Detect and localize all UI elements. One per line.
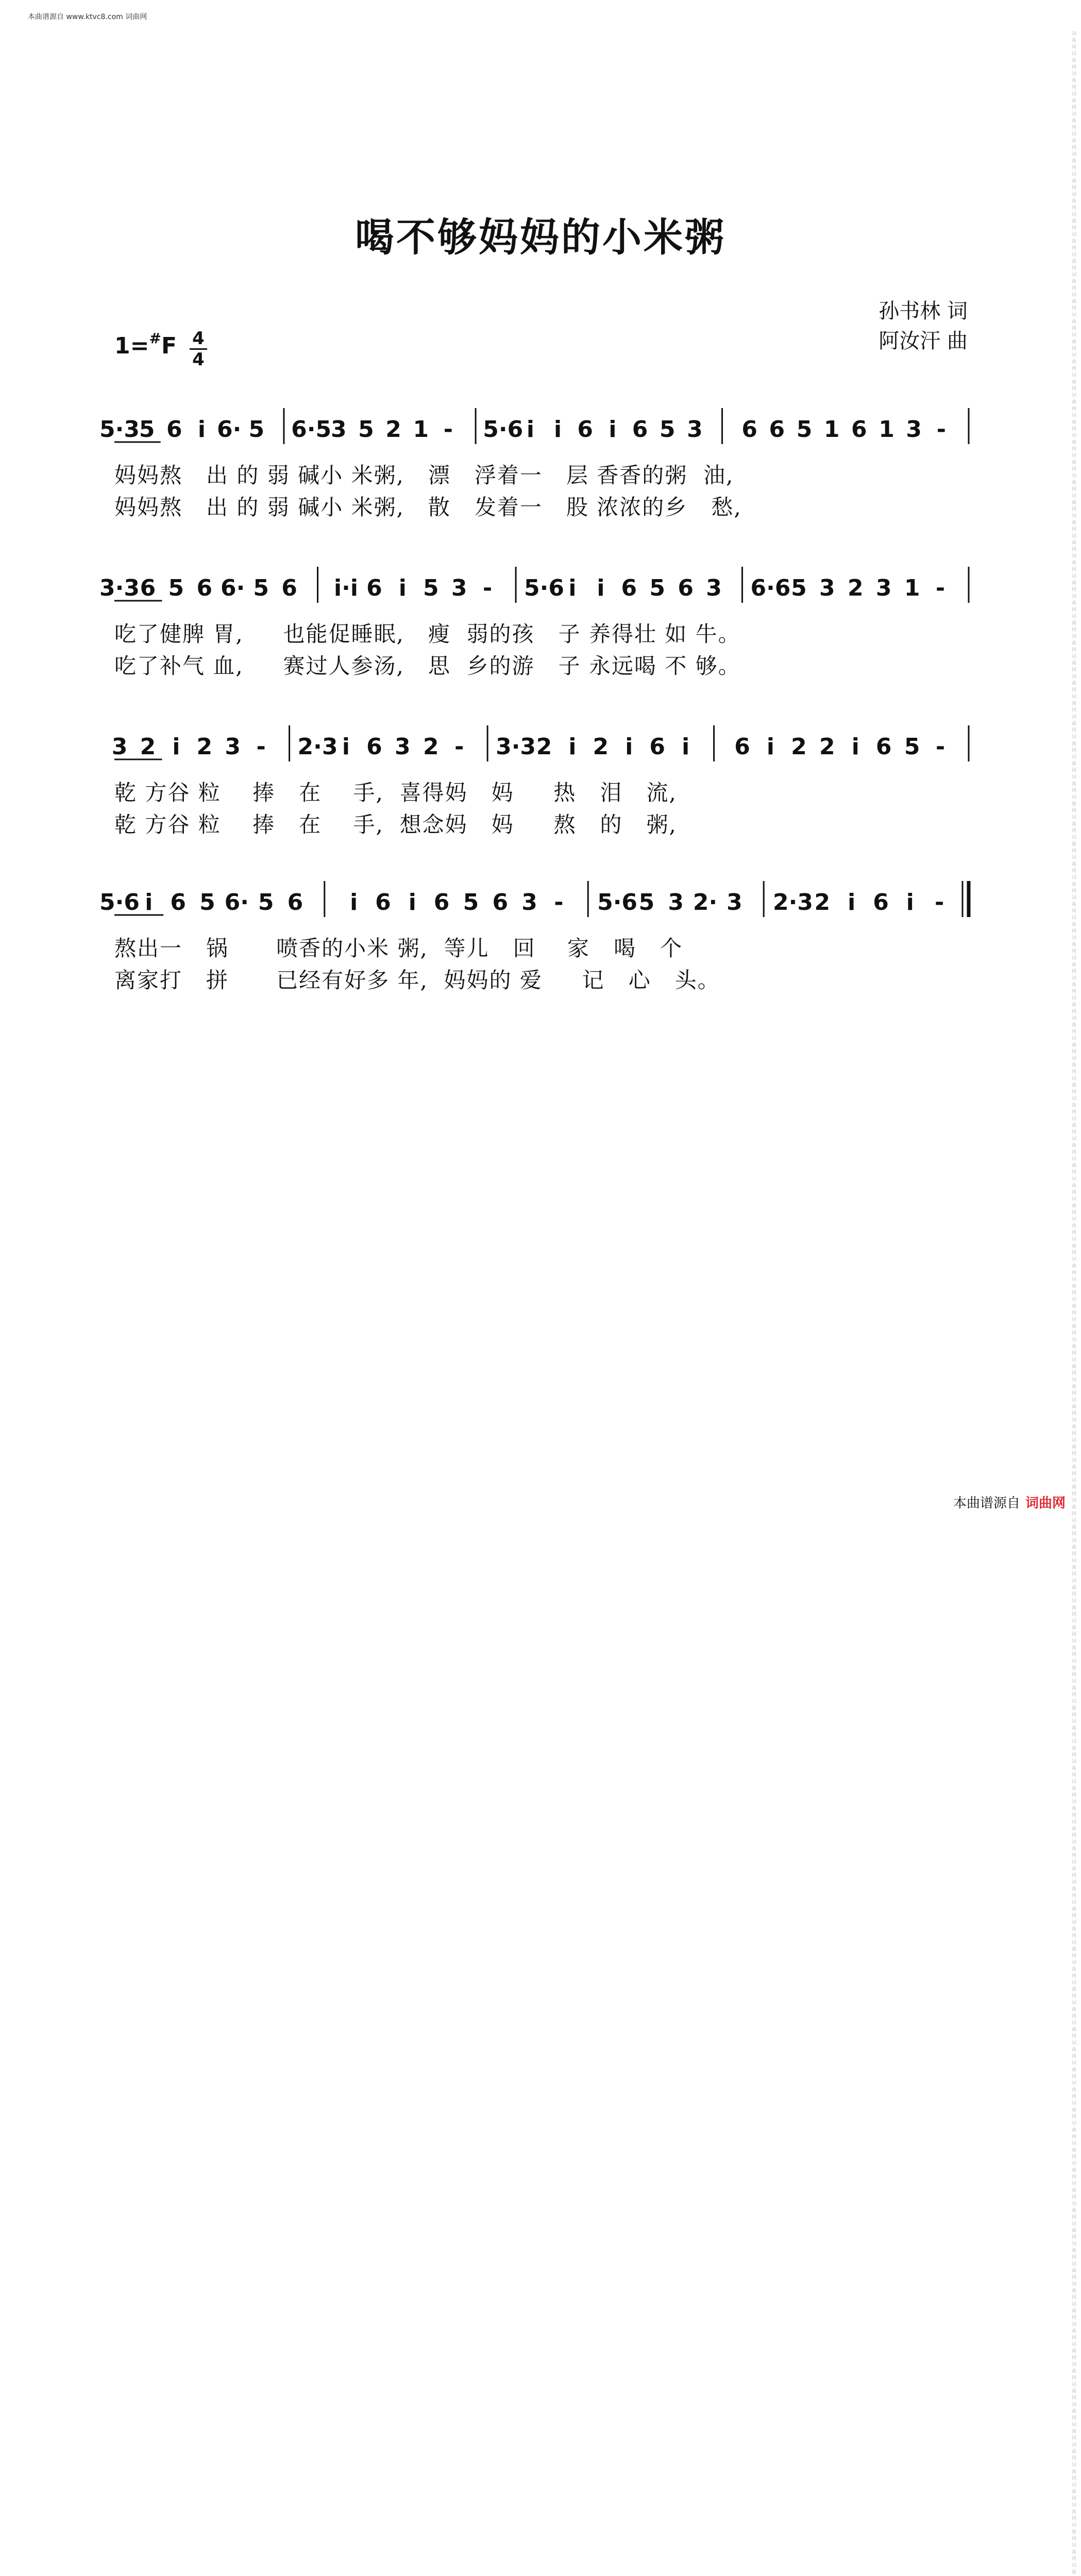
note: i	[145, 889, 153, 916]
dash-note: -	[935, 734, 945, 760]
dash-note: -	[935, 575, 945, 601]
note: 3	[395, 734, 411, 760]
lyric-verse-2: 离家打 拼 已经有好多 年, 妈妈的 爱 记 心 头。	[114, 968, 720, 993]
note: i·i	[334, 575, 358, 601]
note: 5	[791, 575, 807, 601]
sharp-symbol: #	[149, 330, 161, 347]
page-title: 喝不够妈妈的小米粥	[355, 214, 726, 260]
note: 6	[281, 575, 297, 601]
note: 6	[769, 416, 785, 443]
note: 6	[170, 889, 186, 916]
note: i	[609, 416, 617, 443]
note: 2	[847, 575, 864, 601]
note: 2	[385, 416, 401, 443]
note: 6	[734, 734, 750, 760]
note: 5	[139, 416, 155, 443]
note: i	[342, 734, 350, 760]
note: i	[197, 416, 206, 443]
note: 6	[166, 416, 182, 443]
dash-note: -	[935, 889, 944, 916]
note: i	[851, 734, 859, 760]
lyric-verse-2: 乾 方谷 粒 捧 在 手, 想念妈 妈 熬 的 粥,	[114, 812, 677, 837]
note: 6	[649, 734, 666, 760]
dash-note: -	[936, 416, 946, 443]
lyric-verse-1: 熬出一 锅 喷香的小米 粥, 等儿 回 家 喝 个	[114, 936, 683, 961]
note: i	[526, 416, 534, 443]
note: 5	[796, 416, 813, 443]
note: i	[625, 734, 633, 760]
note: 3	[225, 734, 241, 760]
note: 6	[875, 734, 892, 760]
note: 2	[814, 889, 831, 916]
time-signature: 4 4	[190, 330, 207, 368]
note: 6	[140, 575, 156, 601]
note: 2	[819, 734, 835, 760]
note: 5	[248, 416, 265, 443]
note: 2	[791, 734, 807, 760]
lyric-verse-2: 妈妈熬 出 的 弱 碱小 米粥, 散 发着一 股 浓浓的乡 愁,	[114, 495, 742, 520]
note: i	[597, 575, 605, 601]
footer-brand: 词曲网	[1025, 1496, 1066, 1511]
note: 5	[649, 575, 666, 601]
note: 6	[873, 889, 889, 916]
note: 1	[879, 416, 894, 443]
note: 2·3	[773, 889, 814, 916]
note: 6	[621, 575, 637, 601]
note: 5	[904, 734, 920, 760]
note: 6·6	[750, 575, 791, 601]
note: 6	[433, 889, 450, 916]
note: 6	[366, 734, 382, 760]
lyric-verse-1: 妈妈熬 出 的 弱 碱小 米粥, 漂 浮着一 层 香香的粥 油,	[114, 463, 734, 488]
note: 2·3	[297, 734, 338, 760]
lyric-verse-1: 吃了健脾 胃, 也能促睡眠, 瘦 弱的孩 子 养得壮 如 牛。	[114, 621, 741, 647]
note: 3	[451, 575, 467, 601]
note: 6·	[216, 416, 242, 443]
note: 5	[463, 889, 479, 916]
note: 5·3	[99, 416, 140, 443]
note: 5·6	[597, 889, 638, 916]
key-signature: 1=#F	[114, 330, 177, 359]
lyric-verse-2: 吃了补气 血, 赛过人参汤, 思 乡的游 子 永远喝 不 够。	[114, 653, 741, 679]
note: 6	[287, 889, 303, 916]
note: 6	[851, 416, 867, 443]
note: 6·	[224, 889, 249, 916]
note: 6	[678, 575, 694, 601]
note: 1	[823, 416, 840, 443]
note: 5	[199, 889, 215, 916]
note: 3	[706, 575, 722, 601]
note: 3·3	[496, 734, 536, 760]
note: i	[682, 734, 690, 760]
note: 6	[196, 575, 213, 601]
composer: 阿汝汗 曲	[879, 329, 968, 353]
note: i	[906, 889, 914, 916]
note: 3	[727, 889, 742, 916]
note: 3	[111, 734, 128, 760]
note: 5·6	[99, 889, 140, 916]
note: i	[568, 734, 577, 760]
note: 5	[358, 416, 374, 443]
note: 2	[536, 734, 552, 760]
note: i	[408, 889, 416, 916]
credits	[879, 296, 968, 356]
note: i	[568, 575, 577, 601]
note: 2·	[692, 889, 718, 916]
note: 5	[659, 416, 675, 443]
note: 6	[492, 889, 509, 916]
note: 2	[423, 734, 439, 760]
note: 6	[375, 889, 391, 916]
note: 3	[875, 575, 892, 601]
note: 1	[413, 416, 429, 443]
note: 3	[330, 416, 347, 443]
side-watermark: 词曲网词曲网词曲网词曲网词曲网词曲网词曲网词曲网词曲网词曲网词曲网词曲网词曲网词曲网词曲网词曲网词曲网词曲网词曲网词曲网词曲网词曲网词曲网词曲网词曲网词曲网词曲网词曲网词曲网词曲网词曲网词曲网词曲网词曲网词曲网词曲网词曲网词曲网词曲网词曲网词曲网词曲网词曲网词曲网词曲网词曲网词曲网词曲网词曲网词曲网词曲网词曲网词曲网词曲网词曲网词曲网词曲网词曲网词曲网词曲网词曲网词曲网词曲网词曲网词曲网词曲网词曲网词曲网词曲网词曲网词曲网词曲网词曲网词曲网词曲网词曲网词曲网词曲网词曲网词曲网词曲网词曲网词曲网词曲网词曲网词曲网词曲网词曲网词曲网词曲网词曲网词曲网词曲网词曲网词曲网词曲网词曲网词曲网词曲网词曲网词曲网词曲网词曲网词曲网词曲网词曲网词曲网词曲网词曲网词曲网词曲网词曲网词曲网词曲网词曲网词曲网词曲网词曲网词曲网词曲网词曲网词曲网词曲网词曲网词曲网词曲网词曲	[1072, 31, 1077, 2575]
dash-note: -	[256, 734, 266, 760]
footer: 本曲谱源自 词曲网	[953, 1496, 1066, 1511]
note: 6	[741, 416, 758, 443]
dash-note: -	[454, 734, 464, 760]
note: 5	[638, 889, 655, 916]
note: 5	[423, 575, 439, 601]
note: 1	[904, 575, 920, 601]
note: 5·6	[524, 575, 564, 601]
note: 3	[906, 416, 922, 443]
dash-note: -	[443, 416, 453, 443]
note: 6	[577, 416, 594, 443]
note: 5	[168, 575, 184, 601]
note: 6·	[221, 575, 245, 601]
dash-note: -	[483, 575, 493, 601]
note: 2	[593, 734, 609, 760]
note: 3	[687, 416, 703, 443]
note: 3	[668, 889, 684, 916]
note: i	[848, 889, 856, 916]
note: 5	[253, 575, 269, 601]
note: 2	[196, 734, 213, 760]
lyricist: 孙书林 词	[879, 299, 968, 323]
lyric-verse-1: 乾 方谷 粒 捧 在 手, 喜得妈 妈 热 泪 流,	[114, 780, 677, 805]
note: i	[554, 416, 562, 443]
note: 6	[366, 575, 382, 601]
note: 3	[819, 575, 835, 601]
note: 5·6	[483, 416, 523, 443]
source-line: 本曲谱源自 www.ktvc8.com 词曲网	[28, 13, 147, 21]
note: i	[350, 889, 358, 916]
note: 3·3	[99, 575, 140, 601]
note: 2	[140, 734, 156, 760]
note: 3	[521, 889, 537, 916]
note: 6	[632, 416, 648, 443]
note: i	[172, 734, 180, 760]
note: 6·5	[291, 416, 332, 443]
note: i	[766, 734, 775, 760]
note: i	[398, 575, 407, 601]
note: 5	[258, 889, 274, 916]
dash-note: -	[554, 889, 564, 916]
